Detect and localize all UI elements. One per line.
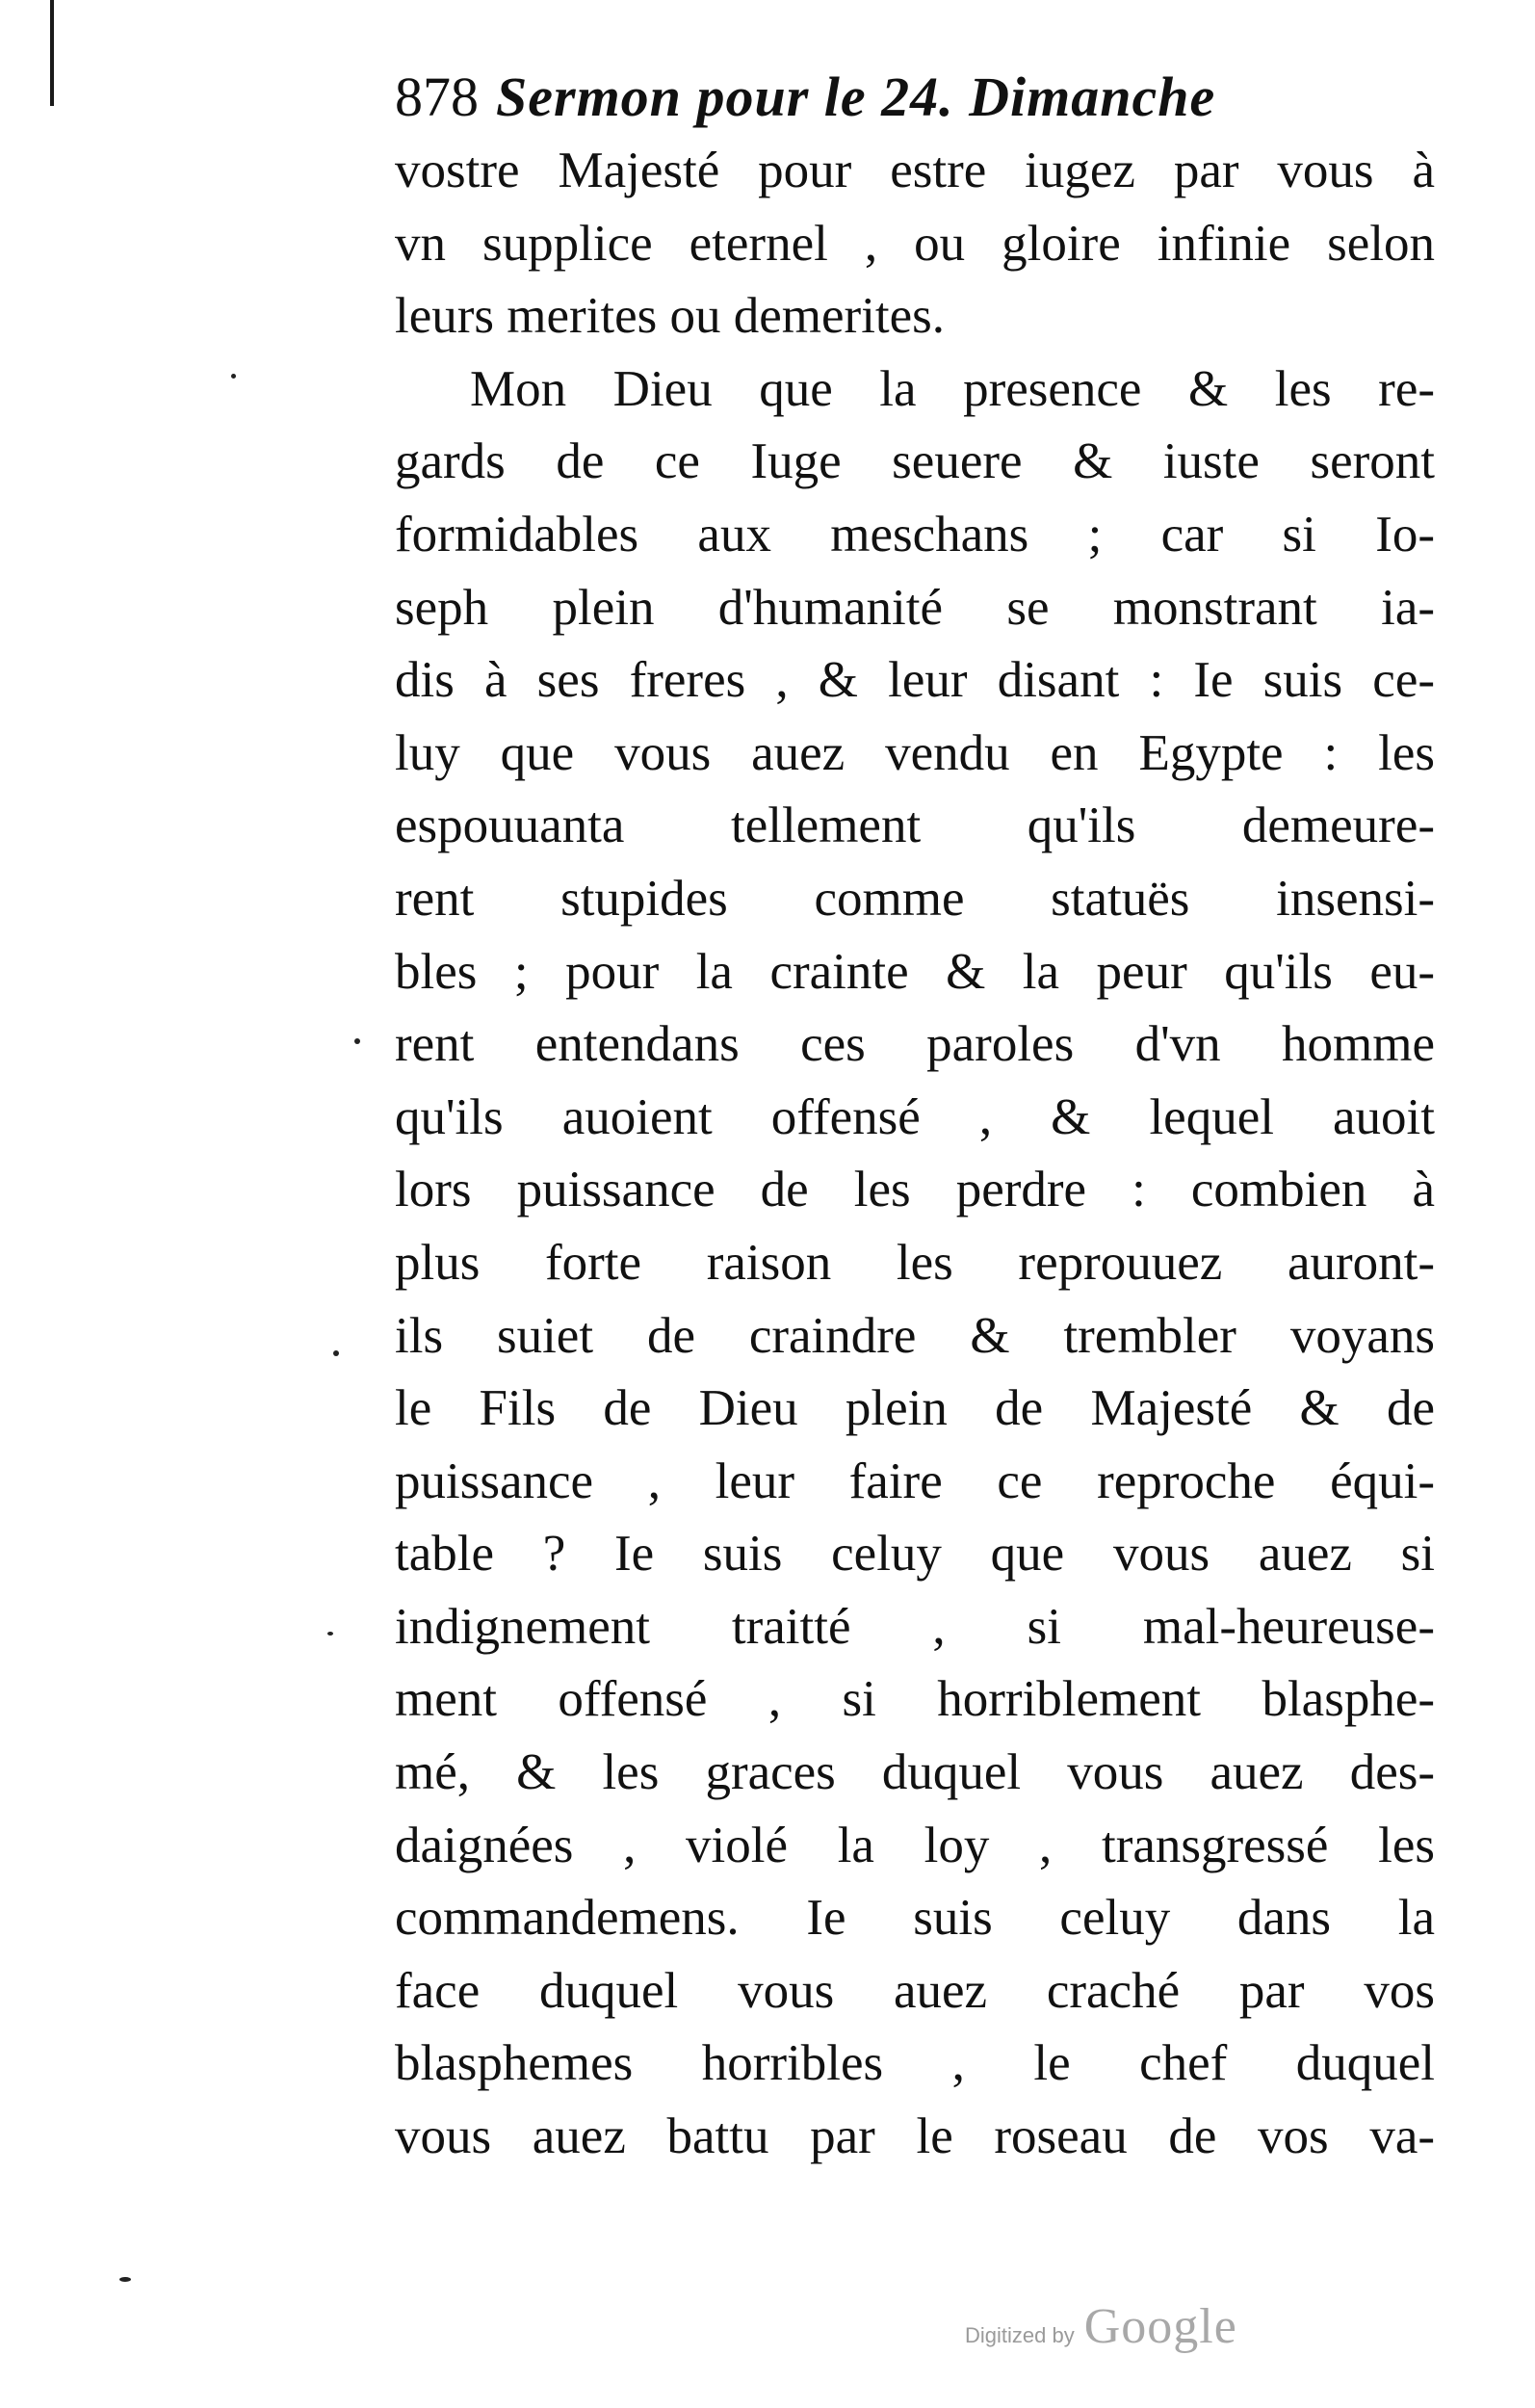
text-line: rent stupides comme statuës insensi- — [395, 870, 1435, 927]
text-line: seph plein d'humanité se monstrant ia- — [395, 579, 1435, 636]
text-line: rent entendans ces paroles d'vn homme — [395, 1016, 1435, 1073]
scan-speck — [327, 1632, 333, 1636]
text-line: ils suiet de craindre & trembler voyans — [395, 1307, 1435, 1364]
text-line: luy que vous auez vendu en Egypte : les — [395, 724, 1435, 781]
scan-speck — [333, 1350, 339, 1356]
text-line: le Fils de Dieu plein de Majesté & de — [395, 1380, 1435, 1437]
text-line: ment offensé , si horriblement blasphe- — [395, 1671, 1435, 1728]
text-line: indignement traitté , si mal-heureuse- — [395, 1598, 1435, 1655]
text-line: Mon Dieu que la presence & les re- — [470, 360, 1435, 417]
text-line: puissance , leur faire ce reproche équi- — [395, 1453, 1435, 1509]
text-line: blasphemes horribles , le chef duquel — [395, 2035, 1435, 2092]
text-line: leurs merites ou demerites. — [395, 288, 946, 345]
digitized-by-google-watermark — [965, 2298, 1237, 2366]
text-line: vostre Majesté pour estre iugez par vous à — [395, 143, 1435, 198]
text-line: formidables aux meschans ; car si Io- — [395, 506, 1435, 563]
text-line: vn supplice eternel , ou gloire infinie selon — [395, 215, 1435, 272]
scan-speck — [354, 1038, 360, 1044]
text-line: mé, & les graces duquel vous auez des- — [395, 1744, 1435, 1801]
digitized-by-label: Digitized by — [965, 2323, 1075, 2347]
text-block — [395, 60, 1435, 2174]
text-line: daignées , violé la loy , transgressé les — [395, 1817, 1435, 1873]
text-line: gards de ce Iuge seuere & iuste seront — [395, 433, 1435, 490]
text-line: face duquel vous auez craché par vos — [395, 1962, 1435, 2019]
text-line: qu'ils auoient offensé , & lequel auoit — [395, 1088, 1435, 1145]
scan-speck — [231, 374, 236, 379]
text-line: lors puissance de les perdre : combien à — [395, 1162, 1435, 1218]
text-line: vous auez battu par le roseau de vos va- — [395, 2108, 1435, 2165]
text-line: plus forte raison les reprouuez auront- — [395, 1234, 1435, 1291]
text-line: bles ; pour la crainte & la peur qu'ils eu- — [395, 943, 1435, 1000]
running-head-title: Sermon pour le 24. Dimanche — [496, 65, 1216, 128]
scan-speck — [119, 2277, 131, 2282]
gutter-margin-line — [50, 0, 54, 106]
running-head — [395, 60, 1435, 135]
page-number: 878 — [395, 65, 479, 128]
text-line: table ? Ie suis celuy que vous auez si — [395, 1526, 1435, 1583]
text-line: dis à ses freres , & leur disant : Ie suis ce- — [395, 652, 1435, 709]
text-line: commandemens. Ie suis celuy dans la — [395, 1890, 1435, 1947]
google-logo: Google — [1083, 2299, 1237, 2354]
text-line: espouuanta tellement qu'ils demeure- — [395, 798, 1435, 854]
